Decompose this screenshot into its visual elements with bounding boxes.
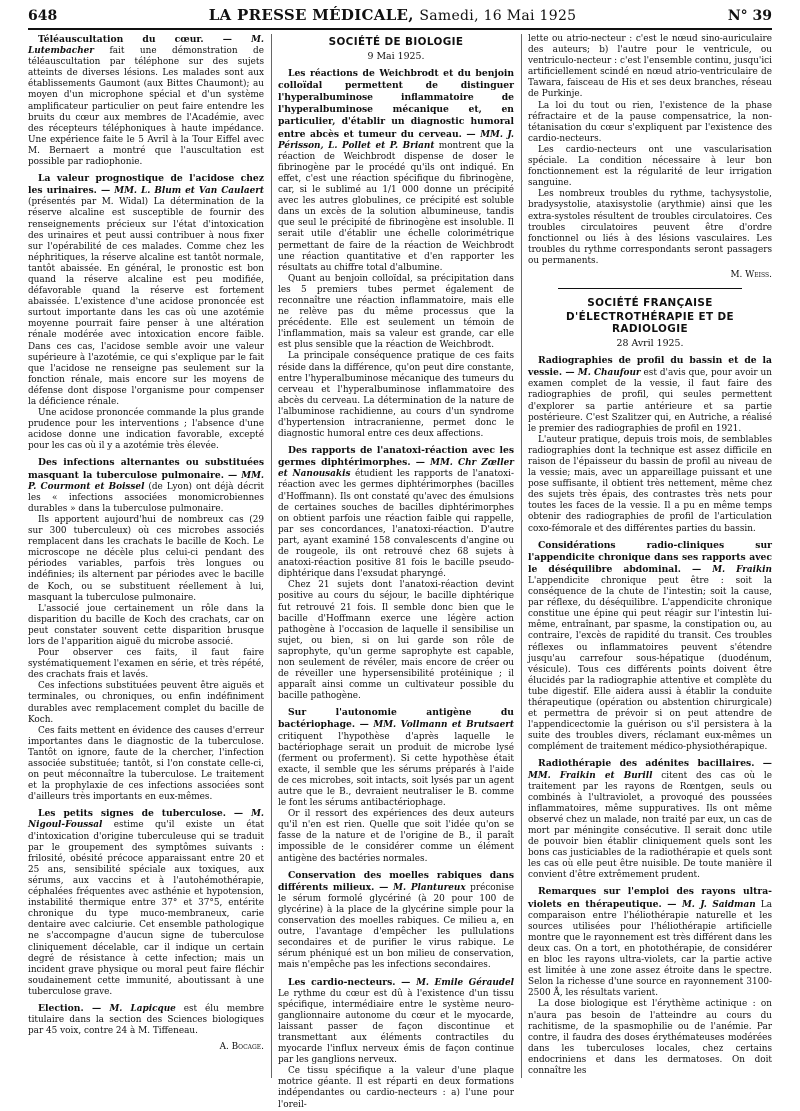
article-paragraph: La dose biologique est l'érythème actinique : on n'aura pas besoin de l'atteindre au cours du rachitisme, de la spasmophilie ou de l'anémie. Par contre, il faudra des doses érythémateuses modérées dans les tuberculoses locales, chez certains endocriniens et dans les dermatoses. On doit connaître les [528,999,772,1076]
masthead [209,6,577,24]
article-lead [278,68,514,274]
article-title: Téléauscultation du cœur. — [38,34,252,45]
article-lead [28,34,264,168]
column-right [528,34,772,1078]
signature: M. Weiss. [730,269,772,280]
article-title: Radiographies de profil du bassin et de la vessie. — [528,355,772,379]
article-paragraph: Les nombreux troubles du rythme, tachysystolie, bradysystolie, ataxisystolie (arythmie) ainsi que les extra-systoles résultent de troubles circulatoires. Ces troubles circulatoires peuvent être d'ordre fonctionnel ou liés à des lésions vasculaires. Les troubles du rythme correspondants seront passagers ou permanents. [528,189,772,266]
article [28,1003,264,1037]
article-paragraph: Pour observer ces faits, il faut faire systématiquement l'examen en série, et très répété, des crachats frais et lavés. [28,648,264,681]
article-paragraph: Quant au benjoin colloïdal, sa précipitation dans les 5 premiers tubes permet également de reconnaître une réaction inflammatoire, mais elle ne relève pas du même processus que la précédente. Elle est seulement un témoin de l'inflammation, mais sa valeur est grande, car elle est plus sensible que la réaction de Weichbrodt. [278,273,514,351]
article-title: Des infections alternantes ou substituées masquant la tuberculose pulmonaire. — [28,457,264,481]
article-text: montrent que la réaction de Weichbrodt dispense de doser le fibrinogène par le procédé qu'ils ont indiqué. En effet, c'est une réaction spécifique du fibrinogène, car, si le sublimé au 1/1 000 donne un précipité avec les autres globulines, ce précipité est soluble dans un excès de la solution albumineuse, tandis que seul le précipité de fibrinogène est insoluble. Il serait utile d'établir une échelle colorimétrique permettant de faire de la réaction de Weichbrodt une réaction quantitative et d'en rapporter les résultats au chiffre total d'albumine. [278,140,514,273]
article [528,758,772,881]
article-author: M. J. Saidman [681,899,756,910]
article-lead [278,707,514,809]
article [528,540,772,754]
article-author: MM. P. Courmont et Boissel [28,470,264,492]
article-paragraph: Ces infections substituées peuvent être aiguës et terminales, ou chroniques, ou enfin indéfiniment durables avec remplacement complet du bacille de Koch. [28,681,264,725]
column-divider [521,34,522,1078]
article-text: critiquent l'hypothèse d'après laquelle le bactériophage serait un produit de microbe lysé (ferment ou proferment). Si cette hypothèse était exacte, il semble que les sérums préparés à l'aide de ces microbes, soit intacts, soit lysés par un agent autre que le B., devraient neutraliser le B. comme le font les sérums antibactériophage. [278,731,514,809]
column-left [28,34,264,1078]
society-heading-line2: D'ÉLECTROTHÉRAPIE ET DE RADIOLOGIE [565,311,735,336]
article-text: est d'avis que, pour avoir un examen complet de la vessie, il faut faire des radiographies de profil, qui seules permettent d'explorer sa partie antérieure et sa partie postérieure. C'est Szalitzer qui, en Autriche, a réalisé le premier des radiographies de profil en 1921. [528,368,772,434]
session-date: 28 Avril 1925. [616,338,684,350]
article-paragraph: L'associé joue certainement un rôle dans la disparition du bacille de Koch des crachats, car on peut constater souvent cette disparition brusque lors de l'apparition aiguë du microbe associé. [28,603,264,647]
article-paragraph: La loi du tout ou rien, l'existence de la phase réfractaire et de la pause compensatrice, la non-tétanisation du cœur s'expliquent par l'existence des cardio-necteurs. [528,100,772,144]
article-paragraph: Les cardio-necteurs ont une vascularisation spéciale. La condition nécessaire à leur bon fonctionnement est la régularité de leur irrigation sanguine. [528,144,772,189]
article-title: Des rapports de l'anatoxi-réaction avec les germes diphtérimorphes. — [278,445,514,469]
article-title: Election. — [38,1002,110,1014]
article-text: préconise le sérum formolé glycériné (à 20 pour 100 de glycérine) à la place de la glycérine simple pour la conservation des moelles rabiques. Ce milieu a, en outre, l'avantage d'empêcher les pullulations secondaires et de purifier le virus rabique. Le sérum phéniqué est un bon milieu de conservation, mais n'empêche pas les infections secondaires. [278,882,514,971]
article-lead [528,540,772,754]
article-lead [28,808,264,998]
article-text: étudient les rapports de l'anatoxi-réaction avec les germes diphtérimorphes (bacilles d'Hoffmann). Ils ont constaté qu'avec des émulsions de certaines souches de bacilles diphtérimorphes on obtient parfois une réaction faible qui rappelle, par ses concordances, l'anatoxi-réaction. D'autre part, ayant examiné 158 convalescents d'angine ou de rougeole, ils ont retrouvé chez 68 sujets à anatoxi-réaction positive 81 fois le bacille pseudo-diphtérique dans l'exsudat pharyngé. [278,469,514,580]
article [278,68,514,440]
column-divider [271,34,272,1078]
article-title: Les cardio-necteurs. — [288,976,417,988]
article-lead [28,457,264,514]
article [28,34,264,168]
article [28,173,264,452]
article-title: Sur l'autonomie antigène du bactériophage. — [278,707,514,731]
article-paragraph: Une acidose prononcée commande la plus grande prudence pour les interventions ; l'absence d'une acidose donne une indication favorable, excepté pour les cas où il y a azotémie très élevée. [28,408,264,452]
article-text: L'appendicite chronique peut être : soit la conséquence de la chute de l'intestin; soit la cause, par réflexe, du déséquilibre. L'appendicite chronique constitue une épine qui peut réagir sur l'intestin lui-même, entraînant, par spasme, la constipation ou, au contraire, l'excès de rapidité du transit. Ces troubles réflexes ou inflammatoires peuvent s'étendre jusqu'au carrefour sous-hépatique (duodénum, vésicule). Tous ces différents points doivent être élucidés par la radiographie attentive et complète du tube digestif. Elle aidera aussi à établir la conduite thérapeutique (opération ou abstention chirurgicale) et permettra de prévoir si on peut attendre de l'appendicectomie la guérison ou s'il persistera à la suite des troubles divers, réclamant eux-mêmes un complément de traitement médico-physiothérapique. [528,575,772,753]
society-heading: SOCIÉTÉ FRANÇAISE [587,297,713,310]
article-lead [28,173,264,408]
article-author: M. Emile Géraudel [416,977,514,988]
article-title: Conservation des moelles rabiques dans différents milieux. — [278,869,514,893]
article-text: (présentés par M. Widal) La détermination de la réserve alcaline est susceptible de fournir des renseignements précieux sur l'état d'intoxication des urinaires et peut aussi contribuer à nous fixer sur l'opérabilité de ces malades. Comme chez les néphritiques, la réserve alcaline est tantôt normale, tantôt abaissée. En général, le pronostic est bon quand la réserve alcaline est peu modifiée, défavorable quand la réserve est fortement abaissée. L'existence d'une acidose prononcée est surtout importante dans les cas où une azotémie moyenne pourrait faire penser à une altération rénale modérée avec intoxication encore faible. Dans ces cas, l'acidose semble avoir une valeur supérieure à l'azotémie, ce qui s'explique par le fait que l'acidose ne renseigne pas seulement sur la fonction rénale, mais encore sur les moyens de défense dont dispose l'organisme pour compenser la déficience rénale. [28,197,264,407]
article-author: MM. Chr Zœller et Nanousakis [278,458,514,480]
article [28,808,264,998]
article-paragraph: lette ou atrio-necteur : c'est le nœud sino-auriculaire des auteurs; b) l'autre pour le ventricule, ou ventriculo-necteur : c'est l'ensemble continu, jusqu'ici artificiellement scindé en nœud atrio-ventriculaire de Tawara, faisceau de His et ses deux branches, réseau de Purkinje. [528,34,772,100]
page-number: 648 [28,8,58,24]
article-paragraph: Ils apportent aujourd'hui de nombreux cas (29 sur 300 tuberculeux) où ces microbes associés remplacent dans les crachats le bacille de Koch. Le microscope ne décèle plus celui-ci pendant des périodes variables, parfois très longues ou indéfinies; ils alternent par périodes avec le bacille de Koch, ou se substituent réellement à lui, masquant la tuberculose pulmonaire. [28,514,264,603]
article [278,445,514,702]
article [28,457,264,803]
article [528,355,772,535]
article-paragraph: Ces faits mettent en évidence des causes d'erreur importantes dans le diagnostic de la tuberculose. Tantôt on ignore, faute de la chercher, l'infection associée substituée; tantôt, si l'on constate celle-ci, on peut méconnaître la tuberculose. Le traitement et la prophylaxie de ces infections associées sont d'ailleurs très importants en eux-mêmes. [28,725,264,803]
article-title: Les petits signes de tuberculose. — [38,808,252,820]
article-author: M. Lapicque [109,1003,176,1014]
session-date: 9 Mai 1925. [367,51,425,62]
article-text: La comparaison entre l'héliothérapie naturelle et les sources utilisées pour l'héliothérapie artificielle montre que le rayonnement est très différent dans les deux cas. On a tort, en photothérapie, de considérer en bloc les rayons ultra-violets, car la partie active est limitée à une zone assez étroite dans le spectre. Selon la richesse d'une source en rayonnement 3100-2500 Å, les résultats varient. [528,899,772,999]
article-title: Considérations radio-cliniques sur l'appendicite chronique dans ses rapports avec le déséquilibre abdominal. — [528,539,772,575]
section-rule [558,288,742,289]
article-lead [528,758,772,881]
article-paragraph: La principale conséquence pratique de ces faits réside dans la différence, qu'on peut dire constante, entre l'hyperalbuminose mécanique des tumeurs du cerveau et l'hyperalbuminose inflammatoire des abcès du cerveau. La détermination de la nature de l'albuminose rachidienne, au cours d'un syndrome d'hypertension intracranienne, permet donc le diagnostic humoral entre ces deux affections. [278,351,514,440]
article-author: M. Fraikin [712,564,772,575]
article [528,886,772,1077]
article-author: M. Chaufour [577,368,641,379]
article-paragraph: Ce tissu spécifique a la valeur d'une plaque motrice géante. Il est réparti en deux formations indépendantes ou cardio-necteurs : a) l'une pour l'oreil- [278,1066,514,1110]
article-text: fait une démonstration de téléauscultation par téléphone sur des sujets atteints de diverses lésions. Les malades sont aux établissements Gaumont (aux Bittes Chaumont); au moyen d'un microphone spécial et d'un système amplificateur particulier on peut faire entendre les bruits du cœur aux membres de l'Académie, avec des récepteurs téléphoniques à haute impédance. Une expérience faite le 5 Avril à la Tour Eiffel avec M. Bernaert a montré que l'auscultation est possible par radiophonie. [28,46,264,168]
article-text: estime qu'il existe un état d'intoxication d'origine tuberculeuse qui se traduit par le groupement des symptômes suivants : frilosité, obésité précoce apparaissant entre 20 et 25 ans, sensibilité spéciale aux toxiques, aux sérums, aux vaccins et à l'autohémothérapie, céphalées fréquentes avec asthénie et hypotension, instabilité thermique entre 37° et 37°5, entérite chronique du type muco-membraneux, carie dentaire avec calciurie. Cet ensemble pathologique ne s'accompagne d'aucun signe de tuberculose cliniquement décelable, car il indique un certain degré de résistance à cette infection; mais un incident grave physique ou moral peut faire fléchir soudainement cette immunité, aboutissant à une tuberculose grave. [28,820,264,997]
article-paragraph: Chez 21 sujets dont l'anatoxi-réaction devint positive au cours du séjour, le bacille diphtérique fut retrouvé 21 fois. Il semble donc bien que le bacille d'Hoffmann exerce une légère action pathogène à l'occasion de laquelle il sensibilise un sujet, ou bien, si on lui garde son rôle de saprophyte, qu'un germe saprophyte est capable, non seulement de révéler, mais encore de créer ou de réveiller une hypersensibilité protéinique ; il apparaît ainsi comme un cultivateur possible du bacille pathogène. [278,580,514,702]
article-author: MM. Fraikin et Burill [528,770,653,781]
issue-number: N° 39 [727,8,772,24]
article-author: MM. J. Périsson, L. Pollet et P. Briant [278,129,514,151]
article-title: Radiothérapie des adénites bacillaires. — [538,758,772,770]
article-author: MM. L. Blum et Van Caulaert [114,186,265,197]
signature: A. Bocage. [219,1042,264,1053]
society-heading: SOCIÉTÉ DE BIOLOGIE [328,36,464,48]
article-lead [278,445,514,580]
journal-title: LA PRESSE MÉDICALE, [208,6,414,24]
article-author: M. Plantureux [393,882,466,893]
article-lead [528,355,772,435]
article-paragraph: L'auteur pratique, depuis trois mois, de semblables radiographies dont la technique est assez difficile en raison de l'épaisseur du bassin de profil au niveau de la vessie; mais, avec un appareillage puissant et une pose suffisante, il obtient très nettement, même chez des sujets très épais, des contrastes très nets pour toutes les faces de la vessie. Il a pu en même temps obtenir des radiographies de profil de l'articulation coxo-fémorale et des différentes parties du bassin. [528,434,772,534]
article-text: Le rythme du cœur est dû à l'existence d'un tissu spécifique, intermédiaire entre le système neuro-ganglionnaire autonome du cœur et le myocarde, laissant passer de façon discontinue et transmettant aux éléments contractiles du myocarde l'influx nerveux émis de façon continue par les ganglions nerveux. [278,988,514,1066]
article-columns [28,34,772,1110]
article [278,870,514,972]
article-title: La valeur prognostique de l'acidose chez les urinaires. — [28,173,264,197]
article-text: est élu membre titulaire dans la section des Sciences biologiques par 45 voix, contre 24 à M. Tiffeneau. [28,1003,265,1037]
article-lead [528,886,772,999]
article-author: M. Nigoul-Foussal [28,809,264,831]
issue-date: Samedi, 16 Mai 1925 [419,8,577,24]
article-author: M. Lutembacher [28,35,264,57]
article [278,977,514,1111]
article-title: Remarques sur l'emploi des rayons ultra-violets en thérapeutique. — [528,886,772,910]
article [278,707,514,864]
page-header [28,6,772,30]
article-title: Les réactions de Weichbrodt et du benjoin colloïdal permettent de distinguer l'hyperalbuminose inflammatoire de l'hyperalbuminose mécanique et, en particulier, d'établir un diagnostic humoral entre abcès et tumeur du cerveau. — [278,68,514,140]
article-lead [278,977,514,1067]
article-lead [28,1003,264,1037]
column-middle [278,34,514,1110]
article-lead [278,870,514,972]
article-text: citent des cas où le traitement par les rayons de Rœntgen, seuls ou combinés à l'ultraviolet, a provoqué des poussées inflammatoires, même suppuratives. Ils ont même observé chez un malade, non traité par eux, un cas de mort par méningite consécutive. Il serait donc utile de pouvoir bien établir cliniquement quels sont les bons cas justiciables de la radiothérapie et quels sont les cas où elle peut être nuisible. De toute manière il convient d'être extrêmement prudent. [528,770,772,881]
article-author: MM. Vollmann et Brutsaert [373,720,514,731]
article-text: (de Lyon) ont déjà décrit les « infections associées monomicrobiennes durables » dans la tuberculose pulmonaire. [28,481,264,514]
article-paragraph: Or il ressort des expériences des deux auteurs qu'il n'en est rien. Quelle que soit l'idée qu'on se fasse de la nature et de l'origine de B., il paraît impossible de le considérer comme un élément antigène des bactéries normales. [278,809,514,864]
